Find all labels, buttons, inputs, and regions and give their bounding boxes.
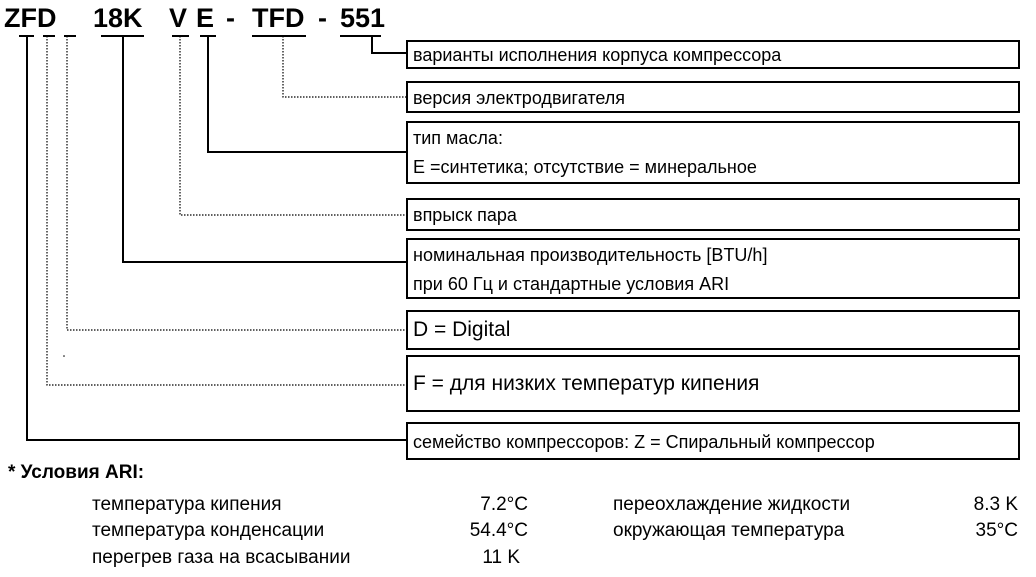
- ari-cond-value: 54.4°C: [469, 520, 528, 541]
- capacity-line1: номинальная производительность [BTU/h]: [413, 245, 768, 265]
- box-capacity: [406, 238, 1020, 299]
- code-dash-1: -: [226, 3, 235, 33]
- capacity-line2: при 60 Гц и стандартные условия ARI: [413, 274, 730, 294]
- connector-18k: [123, 36, 406, 262]
- code-vapor-injection: V: [169, 3, 188, 33]
- box-oil-type: [406, 121, 1020, 184]
- code-motor-version: TFD: [252, 3, 305, 33]
- low-temp-text: F = для низких температур кипения: [413, 372, 760, 395]
- ari-ambient-value: 35°C: [975, 520, 1018, 541]
- family-text: семейство компрессоров: Z = Спиральный компрессор: [413, 432, 875, 452]
- ari-ambient-label: окружающая температура: [613, 520, 845, 541]
- box-motor-version: [406, 81, 1020, 113]
- ari-subcool-value: 8.3 K: [973, 494, 1018, 515]
- box-digital: [406, 310, 1020, 350]
- motor-version-text: версия электродвигателя: [413, 88, 626, 108]
- ari-evap-value: 7.2°C: [480, 494, 528, 515]
- code-body-variant: 551: [340, 3, 386, 33]
- ari-superheat-value: 11 K: [482, 547, 520, 568]
- code-family-type: ZFD: [4, 3, 57, 33]
- box-body-variants: [406, 40, 1020, 69]
- connector-f: [47, 36, 406, 385]
- box-vapor-injection: [406, 198, 1020, 231]
- ari-conditions-title: * Условия ARI:: [8, 462, 145, 483]
- ari-subcool-label: переохлаждение жидкости: [613, 494, 851, 515]
- code-capacity: 18K: [93, 3, 143, 33]
- connector-tfd: [283, 36, 406, 97]
- code-oil-type: E: [196, 3, 215, 33]
- ari-evap-label: температура кипения: [92, 494, 282, 515]
- box-family: [406, 422, 1020, 460]
- box-low-temp: [406, 355, 1020, 412]
- connector-551: [372, 36, 406, 53]
- code-dash-2: -: [318, 3, 327, 33]
- oil-type-line1: тип масла:: [413, 128, 503, 148]
- body-variants-text: варианты исполнения корпуса компрессора: [413, 45, 782, 65]
- ari-superheat-label: перегрев газа на всасывании: [92, 547, 351, 568]
- vapor-injection-text: впрыск пара: [413, 205, 517, 225]
- connector-d: [67, 36, 406, 330]
- connector-v: [180, 36, 406, 215]
- oil-type-line2: E =синтетика; отсутствие = минеральное: [413, 157, 757, 177]
- digital-text: D = Digital: [413, 318, 511, 341]
- ari-cond-label: температура конденсации: [92, 520, 325, 541]
